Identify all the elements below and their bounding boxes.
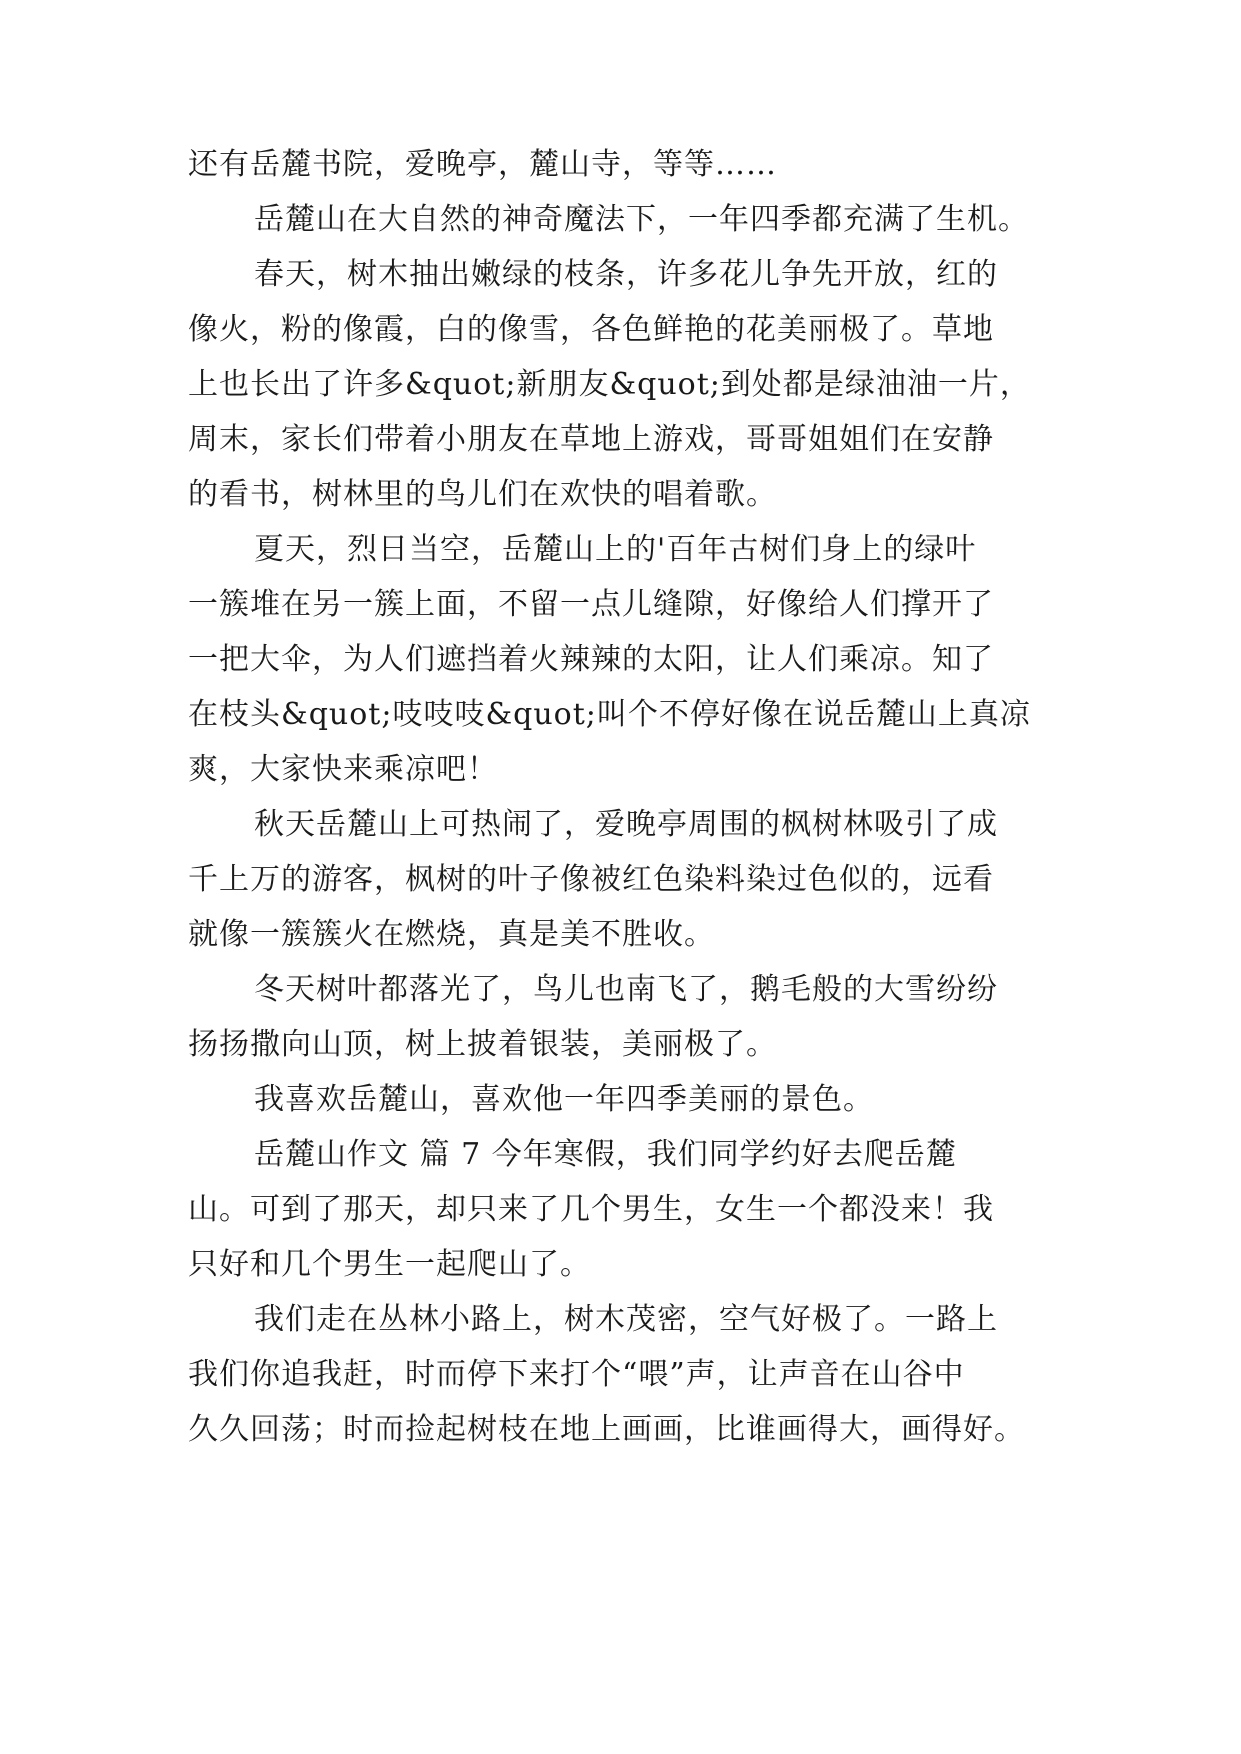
paragraph-first-line: 夏天，烈日当空，岳麓山上的'百年古树们身上的绿叶 [254, 532, 977, 567]
paragraph-first-line: 岳麓山在大自然的神奇魔法下，一年四季都充满了生机。 [254, 202, 1029, 237]
text-line: 像火，粉的像霞，白的像雪，各色鲜艳的花美丽极了。草地 [188, 312, 994, 347]
text-line: 一簇堆在另一簇上面，不留一点儿缝隙，好像给人们撑开了 [188, 587, 994, 622]
paragraph-first-line: 冬天树叶都落光了，鸟儿也南飞了，鹅毛般的大雪纷纷 [254, 972, 998, 1007]
paragraph-first-line: 秋天岳麓山上可热闹了，爱晚亭周围的枫树林吸引了成 [254, 807, 998, 842]
text-line: 还有岳麓书院，爱晚亭，麓山寺，等等…… [188, 147, 777, 182]
text-line: 的看书，树林里的鸟儿们在欢快的唱着歌。 [188, 477, 777, 512]
text-line: 在枝头&quot;吱吱吱&quot;叫个不停好像在说岳麓山上真凉 [188, 697, 1031, 732]
text-line: 上也长出了许多&quot;新朋友&quot;到处都是绿油油一片， [188, 367, 1031, 402]
section-heading-line: 岳麓山作文 篇 7 今年寒假，我们同学约好去爬岳麓 [254, 1137, 957, 1172]
text-line: 千上万的游客，枫树的叶子像被红色染料染过色似的，远看 [188, 862, 994, 897]
paragraph-first-line: 春天，树木抽出嫩绿的枝条，许多花儿争先开放，红的 [254, 257, 998, 292]
paragraph-first-line: 我喜欢岳麓山，喜欢他一年四季美丽的景色。 [254, 1082, 874, 1117]
text-line: 就像一簇簇火在燃烧，真是美不胜收。 [188, 917, 715, 952]
text-line: 久久回荡；时而捡起树枝在地上画画，比谁画得大，画得好。 [188, 1412, 1025, 1447]
text-line: 我们你追我赶，时而停下来打个“喂”声，让声音在山谷中 [188, 1357, 965, 1392]
text-line: 爽，大家快来乘凉吧！ [188, 752, 498, 787]
text-line: 一把大伞，为人们遮挡着火辣辣的太阳，让人们乘凉。知了 [188, 642, 994, 677]
paragraph-first-line: 我们走在丛林小路上，树木茂密，空气好极了。一路上 [254, 1302, 998, 1337]
text-line: 山。可到了那天，却只来了几个男生，女生一个都没来！我 [188, 1192, 994, 1227]
text-line: 周末，家长们带着小朋友在草地上游戏，哥哥姐姐们在安静 [188, 422, 994, 457]
text-line: 扬扬撒向山顶，树上披着银装，美丽极了。 [188, 1027, 777, 1062]
text-line: 只好和几个男生一起爬山了。 [188, 1247, 591, 1282]
